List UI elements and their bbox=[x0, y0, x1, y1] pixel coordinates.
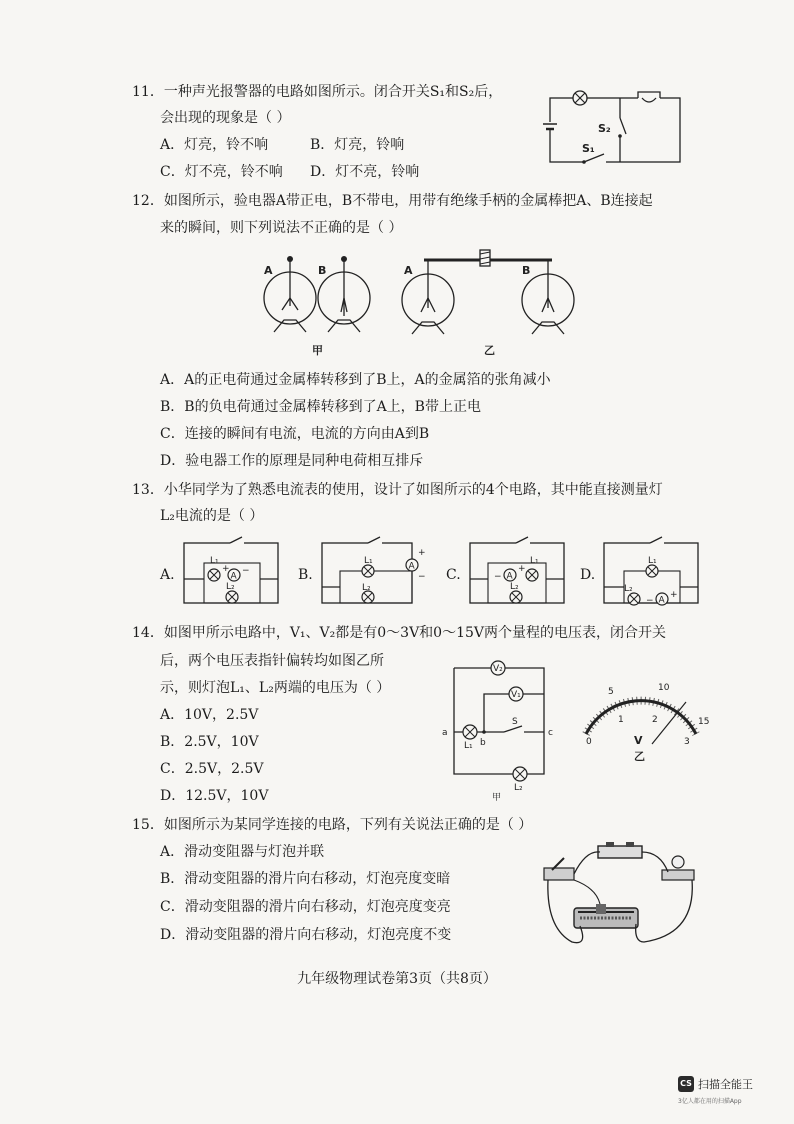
q11-s2-label: S₂ bbox=[598, 122, 611, 135]
q13c-ammeter: A bbox=[506, 571, 513, 582]
q12-label-jia: 甲 bbox=[312, 344, 323, 357]
q12-label-a-yi: A bbox=[404, 264, 413, 277]
q11-circuit-diagram bbox=[540, 86, 690, 168]
q13b-ammeter: A bbox=[408, 561, 415, 572]
q11-s1-label: S₁ bbox=[582, 142, 595, 155]
dial-tick-5: 5 bbox=[608, 687, 614, 697]
q13-option-d[interactable]: D. bbox=[580, 567, 596, 583]
q12-option-b[interactable]: B．B的负电荷通过金属棒转移到了A上，B带上正电 bbox=[160, 399, 481, 415]
q12-electroscope-diagram bbox=[258, 250, 578, 358]
q15-option-d[interactable]: D．滑动变阻器的滑片向右移动，灯泡亮度不变 bbox=[160, 927, 452, 943]
q13a-minus: − bbox=[242, 566, 250, 576]
q13-circuit-a bbox=[182, 535, 282, 607]
q13c-minus: − bbox=[494, 572, 502, 582]
q12-label-b-jia: B bbox=[318, 264, 327, 277]
dial-tick-10: 10 bbox=[658, 683, 670, 693]
q14-l2: L₂ bbox=[514, 783, 523, 793]
dial-tick-15: 15 bbox=[698, 717, 710, 727]
q13-circuit-d bbox=[602, 535, 702, 615]
q13b-plus: + bbox=[418, 548, 426, 558]
q13-option-b[interactable]: B. bbox=[298, 567, 313, 583]
q15-option-a[interactable]: A．滑动变阻器与灯泡并联 bbox=[160, 844, 325, 860]
q13-circuit-b bbox=[320, 535, 428, 607]
q13-circuit-c bbox=[468, 535, 568, 607]
q13b-minus: − bbox=[418, 572, 426, 582]
q14-option-d[interactable]: D．12.5V，10V bbox=[160, 788, 269, 804]
q11-stem-line1: 11．一种声光报警器的电路如图所示。闭合开关S₁和S₂后， bbox=[132, 84, 503, 100]
q13d-l2: L₂ bbox=[624, 584, 633, 594]
q12-option-d[interactable]: D．验电器工作的原理是同种电荷相互排斥 bbox=[160, 453, 424, 469]
q13b-l2: L₂ bbox=[362, 583, 371, 593]
q14-c: c bbox=[548, 728, 553, 738]
q14-option-c[interactable]: C．2.5V，2.5V bbox=[160, 761, 264, 777]
q15-option-b[interactable]: B．滑动变阻器的滑片向右移动，灯泡亮度变暗 bbox=[160, 871, 451, 887]
q13-stem-line1: 13．小华同学为了熟悉电流表的使用，设计了如图所示的4个电路，其中能直接测量灯 bbox=[132, 482, 663, 498]
q13-option-a[interactable]: A. bbox=[160, 567, 175, 583]
q13c-plus: + bbox=[518, 564, 526, 574]
q14-circuit-diagram-jia bbox=[440, 656, 560, 802]
q12-option-c[interactable]: C．连接的瞬间有电流，电流的方向由A到B bbox=[160, 426, 430, 442]
q11-option-d[interactable]: D．灯不亮，铃响 bbox=[310, 164, 420, 180]
q14-v1: V₁ bbox=[511, 690, 521, 700]
q13c-l2: L₂ bbox=[510, 582, 519, 592]
q12-stem-line2: 来的瞬间，则下列说法不正确的是（ ） bbox=[160, 220, 403, 236]
q14-b: b bbox=[480, 738, 486, 748]
q12-stem-line1: 12．如图所示，验电器A带正电，B不带电，用带有绝缘手柄的金属棒把A、B连接起 bbox=[132, 193, 653, 209]
q13a-l1: L₁ bbox=[210, 556, 219, 566]
q12-option-a[interactable]: A．A的正电荷通过金属棒转移到了B上，A的金属箔的张角减小 bbox=[160, 372, 551, 388]
dial-unit-v: V bbox=[634, 734, 643, 747]
dial-tick-0: 0 bbox=[586, 737, 592, 747]
q11-option-b[interactable]: B．灯亮，铃响 bbox=[310, 137, 405, 153]
q14-stem-line2: 后，两个电压表指针偏转均如图乙所 bbox=[160, 653, 384, 669]
camscanner-logo-icon: CS bbox=[678, 1076, 694, 1092]
q14-stem-line1: 14．如图甲所示电路中，V₁、V₂都是有0～3V和0～15V两个量程的电压表，闭合开关 bbox=[132, 625, 667, 641]
q13d-ammeter: A bbox=[658, 595, 665, 606]
q15-stem: 15．如图所示为某同学连接的电路，下列有关说法正确的是（ ） bbox=[132, 817, 533, 833]
q14-option-b[interactable]: B．2.5V，10V bbox=[160, 734, 259, 750]
q13d-plus: + bbox=[670, 590, 678, 600]
camscanner-name: 扫描全能王 bbox=[698, 1078, 753, 1091]
q12-label-a-jia: A bbox=[264, 264, 273, 277]
camscanner-tagline: 3亿人都在用的扫描App bbox=[678, 1098, 742, 1105]
q13d-minus: − bbox=[646, 596, 654, 606]
q11-option-c[interactable]: C．灯不亮，铃不响 bbox=[160, 164, 283, 180]
q14-a: a bbox=[442, 728, 448, 738]
q13a-plus: + bbox=[222, 564, 230, 574]
q13c-l1: L₁ bbox=[530, 556, 539, 566]
q13a-l2: L₂ bbox=[226, 582, 235, 592]
page-footer: 九年级物理试卷第3页（共8页） bbox=[297, 971, 497, 987]
q12-label-b-yi: B bbox=[522, 264, 531, 277]
q14-stem-line3: 示，则灯泡L₁、L₂两端的电压为（ ） bbox=[160, 680, 391, 696]
q12-label-yi: 乙 bbox=[484, 344, 495, 357]
q14-option-a[interactable]: A．10V，2.5V bbox=[160, 707, 259, 723]
dial-tick-2: 2 bbox=[652, 715, 658, 725]
q15-physical-circuit bbox=[536, 838, 706, 950]
q13a-ammeter: A bbox=[230, 571, 237, 582]
q14-l1: L₁ bbox=[464, 741, 473, 751]
q14-v2: V₂ bbox=[493, 664, 503, 674]
q14-jia: 甲 bbox=[492, 793, 502, 803]
q13-stem-line2: L₂电流的是（ ） bbox=[160, 508, 264, 524]
q13-option-c[interactable]: C. bbox=[446, 567, 461, 583]
q11-option-a[interactable]: A．灯亮，铃不响 bbox=[160, 137, 269, 153]
q14-s: S bbox=[512, 717, 518, 727]
dial-tick-1: 1 bbox=[618, 715, 624, 725]
q13d-l1: L₁ bbox=[648, 556, 657, 566]
q15-option-c[interactable]: C．滑动变阻器的滑片向右移动，灯泡亮度变亮 bbox=[160, 899, 451, 915]
dial-tick-3: 3 bbox=[684, 737, 690, 747]
q14-yi: 乙 bbox=[634, 750, 645, 763]
q13b-l1: L₁ bbox=[364, 556, 373, 566]
q11-stem-line2: 会出现的现象是（ ） bbox=[160, 110, 291, 126]
q14-voltmeter-dial-yi bbox=[572, 682, 708, 762]
